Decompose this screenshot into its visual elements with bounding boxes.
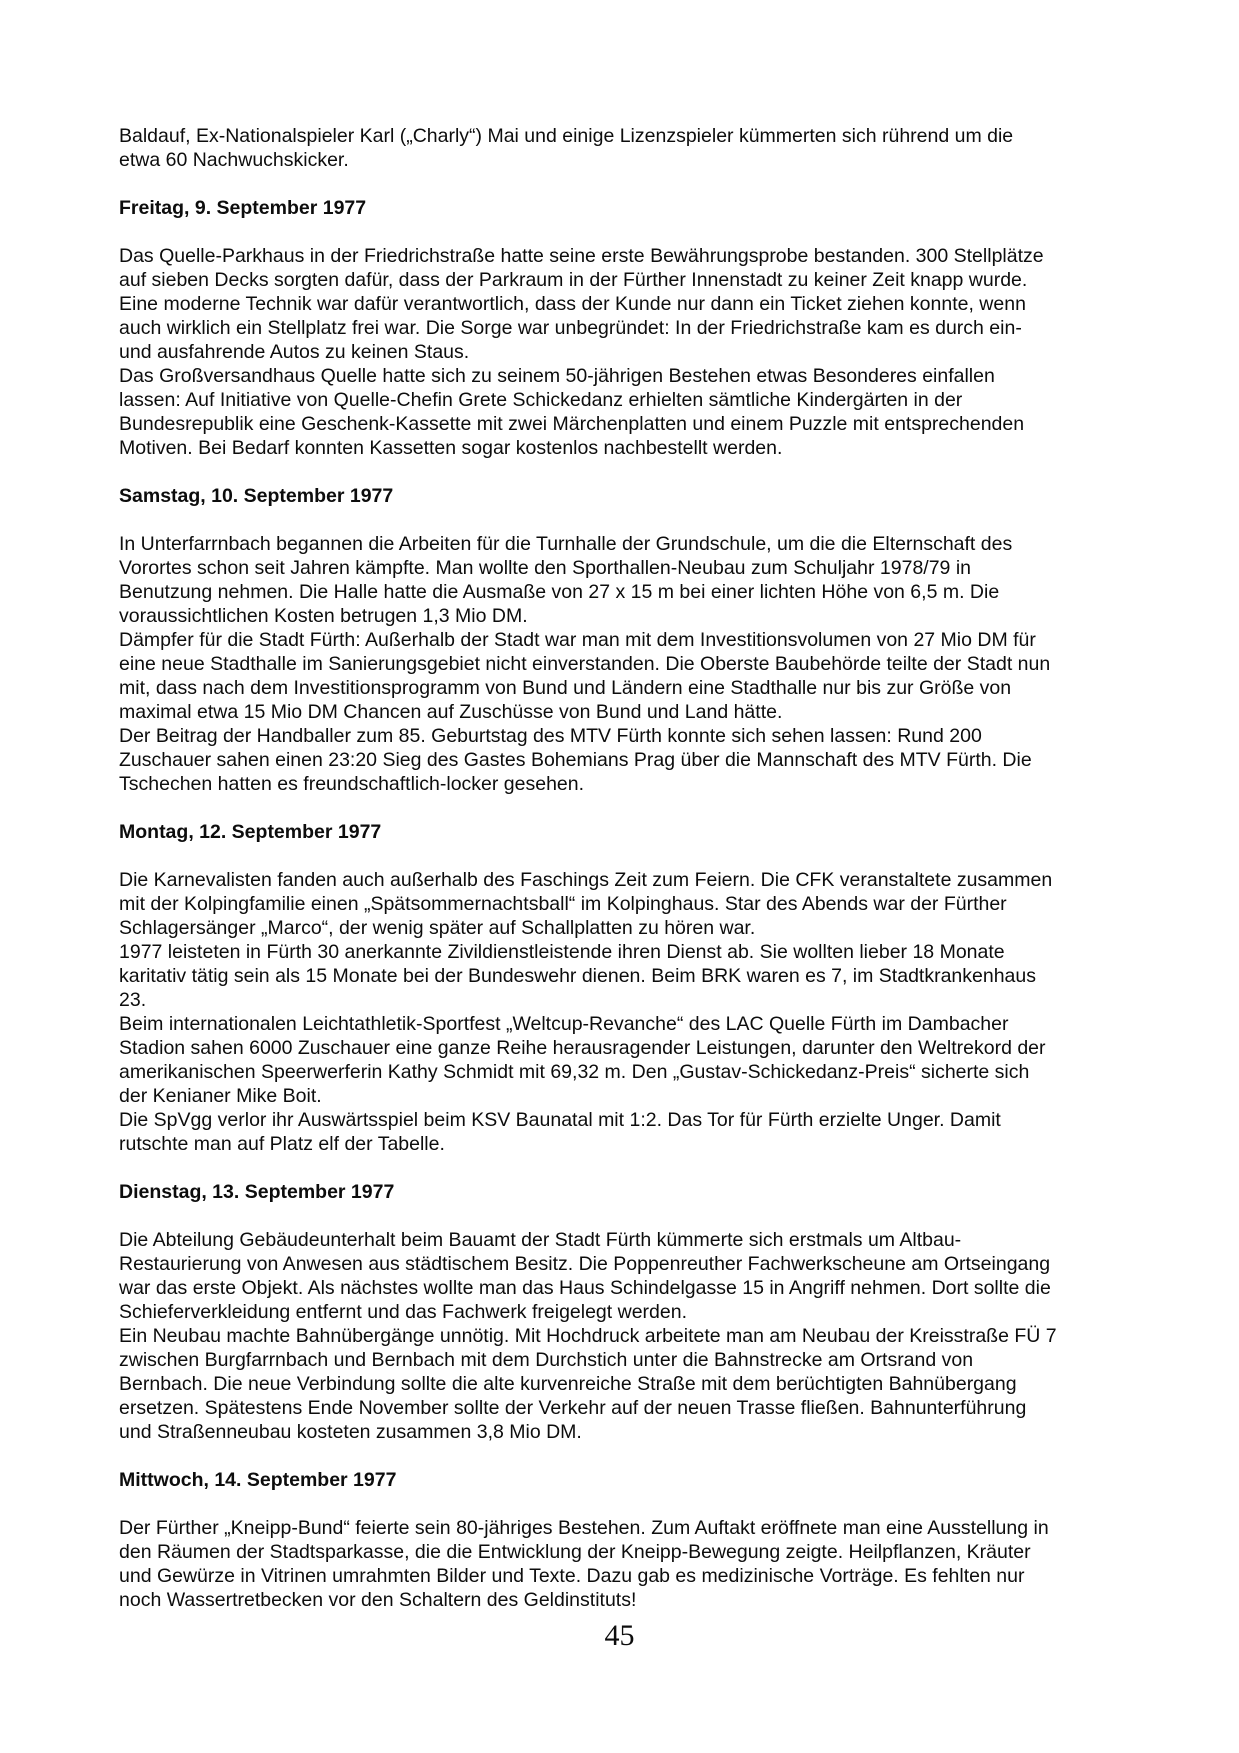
text-line: Tschechen hatten es freundschaftlich-locker gesehen. — [119, 773, 585, 795]
text-line: Benutzung nehmen. Die Halle hatte die Ausmaße von 27 x 15 m bei einer lichten Höhe von 6,5 m. Die — [119, 581, 1000, 603]
text-line: eine neue Stadthalle im Sanierungsgebiet nicht einverstanden. Die Oberste Baubehörde teilte der Stadt nun — [119, 653, 1051, 675]
text-line: 23. — [119, 989, 147, 1011]
text-line: mit der Kolpingfamilie einen „Spätsommernachtsball“ im Kolpinghaus. Star des Abends war der Fürther — [119, 893, 1007, 915]
text-line: Ein Neubau machte Bahnübergänge unnötig. Mit Hochdruck arbeitete man am Neubau der Kreisstraße FÜ 7 — [119, 1325, 1057, 1347]
text-line: mit, dass nach dem Investitionsprogramm von Bund und Ländern eine Stadthalle nur bis zur Größe von — [119, 677, 1012, 699]
date-heading — [119, 1468, 1135, 1492]
text-line: auch wirklich ein Stellplatz frei war. Die Sorge war unbegründet: In der Friedrichstraße kam es durch ein- — [119, 317, 1022, 339]
text-line: Mittwoch, 14. September 1977 — [119, 1469, 397, 1491]
text-line: Das Quelle-Parkhaus in der Friedrichstraße hatte seine erste Bewährungsprobe bestanden. 300 Stellplätze — [119, 245, 1044, 267]
text-line: zwischen Burgfarrnbach und Bernbach mit dem Durchstich unter die Bahnstrecke am Ortsrand von — [119, 1349, 974, 1371]
text-line: Freitag, 9. September 1977 — [119, 197, 367, 219]
text-line: karitativ tätig sein als 15 Monate bei der Bundeswehr dienen. Beim BRK waren es 7, im Stadtkrankenhaus — [119, 965, 1036, 987]
text-line: Der Fürther „Kneipp-Bund“ feierte sein 80-jähriges Bestehen. Zum Auftakt eröffnete man eine Ausstellung in — [119, 1517, 1049, 1539]
text-line: Die Abteilung Gebäudeunterhalt beim Bauamt der Stadt Fürth kümmerte sich erstmals um Altbau- — [119, 1229, 962, 1251]
text-line: der Kenianer Mike Boit. — [119, 1085, 322, 1107]
text-line: In Unterfarrnbach begannen die Arbeiten für die Turnhalle der Grundschule, um die die Elternschaft des — [119, 533, 1013, 555]
paragraph — [119, 124, 1135, 172]
text-line: Beim internationalen Leichtathletik-Sportfest „Weltcup-Revanche“ des LAC Quelle Fürth im Dambacher — [119, 1013, 1009, 1035]
text-line: Samstag, 10. September 1977 — [119, 485, 394, 507]
document-content — [119, 124, 1135, 1612]
text-line: und ausfahrende Autos zu keinen Staus. — [119, 341, 470, 363]
text-line: Vorortes schon seit Jahren kämpfte. Man wollte den Sporthallen-Neubau zum Schuljahr 1978/79 in — [119, 557, 971, 579]
text-line: Bernbach. Die neue Verbindung sollte die alte kurvenreiche Straße mit dem berüchtigten Bahnübergang — [119, 1373, 1017, 1395]
text-line: Montag, 12. September 1977 — [119, 821, 382, 843]
text-line: Schlagersänger „Marco“, der wenig später auf Schallplatten zu hören war. — [119, 917, 756, 939]
text-line: Die SpVgg verlor ihr Auswärtsspiel beim KSV Baunatal mit 1:2. Das Tor für Fürth erzielte Unger. Damit — [119, 1109, 1001, 1131]
text-line: Zuschauer sahen einen 23:20 Sieg des Gastes Bohemians Prag über die Mannschaft des MTV Fürth. Die — [119, 749, 1032, 771]
text-line: noch Wassertretbecken vor den Schaltern des Geldinstituts! — [119, 1589, 637, 1611]
date-heading — [119, 820, 1135, 844]
text-line: Baldauf, Ex-Nationalspieler Karl („Charly“) Mai und einige Lizenzspieler kümmerten sich rührend um die — [119, 125, 1014, 147]
date-heading — [119, 1180, 1135, 1204]
text-line: Stadion sahen 6000 Zuschauer eine ganze Reihe herausragender Leistungen, darunter den Weltrekord der — [119, 1037, 1046, 1059]
text-line: den Räumen der Stadtsparkasse, die die Entwicklung der Kneipp-Bewegung zeigte. Heilpflanzen, Kräuter — [119, 1541, 1031, 1563]
text-line: und Gewürze in Vitrinen umrahmten Bilder und Texte. Dazu gab es medizinische Vorträge. Es fehlten nur — [119, 1565, 1025, 1587]
text-line: lassen: Auf Initiative von Quelle-Chefin Grete Schickedanz erhielten sämtliche Kindergärten in der — [119, 389, 963, 411]
text-line: Bundesrepublik eine Geschenk-Kassette mit zwei Märchenplatten und einem Puzzle mit entsprechenden — [119, 413, 1025, 435]
paragraph — [119, 868, 1135, 1156]
date-heading — [119, 484, 1135, 508]
text-line: rutschte man auf Platz elf der Tabelle. — [119, 1133, 445, 1155]
text-line: Restaurierung von Anwesen aus städtischem Besitz. Die Poppenreuther Fachwerkscheune am Ortseingang — [119, 1253, 1051, 1275]
text-line: Dämpfer für die Stadt Fürth: Außerhalb der Stadt war man mit dem Investitionsvolumen von 27 Mio DM für — [119, 629, 1036, 651]
text-line: auf sieben Decks sorgten dafür, dass der Parkraum in der Fürther Innenstadt zu keiner Zeit knapp wurde. — [119, 269, 1028, 291]
text-line: Die Karnevalisten fanden auch außerhalb des Faschings Zeit zum Feiern. Die CFK veranstaltete zusammen — [119, 869, 1053, 891]
text-line: amerikanischen Speerwerferin Kathy Schmidt mit 69,32 m. Den „Gustav-Schickedanz-Preis“ sicherte sich — [119, 1061, 1030, 1083]
paragraph — [119, 532, 1135, 796]
page-number: 45 — [604, 1619, 635, 1652]
text-line: Dienstag, 13. September 1977 — [119, 1181, 395, 1203]
date-heading — [119, 196, 1135, 220]
text-line: Schieferverkleidung entfernt und das Fachwerk freigelegt werden. — [119, 1301, 687, 1323]
text-line: 1977 leisteten in Fürth 30 anerkannte Zivildienstleistende ihren Dienst ab. Sie wollten lieber 18 Monate — [119, 941, 1005, 963]
text-line: etwa 60 Nachwuchskicker. — [119, 149, 349, 171]
text-line: Das Großversandhaus Quelle hatte sich zu seinem 50-jährigen Bestehen etwas Besonderes einfallen — [119, 365, 995, 387]
text-line: ersetzen. Spätestens Ende November sollte der Verkehr auf der neuen Trasse fließen. Bahnunterführung — [119, 1397, 1027, 1419]
paragraph — [119, 1516, 1135, 1612]
text-line: und Straßenneubau kosteten zusammen 3,8 Mio DM. — [119, 1421, 582, 1443]
paragraph — [119, 1228, 1135, 1444]
text-line: Der Beitrag der Handballer zum 85. Geburtstag des MTV Fürth konnte sich sehen lassen: Rund 200 — [119, 725, 982, 747]
text-line: maximal etwa 15 Mio DM Chancen auf Zuschüsse von Bund und Land hätte. — [119, 701, 783, 723]
text-line: Motiven. Bei Bedarf konnten Kassetten sogar kostenlos nachbestellt werden. — [119, 437, 783, 459]
paragraph — [119, 244, 1135, 460]
text-line: voraussichtlichen Kosten betrugen 1,3 Mio DM. — [119, 605, 528, 627]
text-line: war das erste Objekt. Als nächstes wollte man das Haus Schindelgasse 15 in Angriff nehmen. Dort sollte die — [119, 1277, 1051, 1299]
text-line: Eine moderne Technik war dafür verantwortlich, dass der Kunde nur dann ein Ticket ziehen konnte, wenn — [119, 293, 1026, 315]
